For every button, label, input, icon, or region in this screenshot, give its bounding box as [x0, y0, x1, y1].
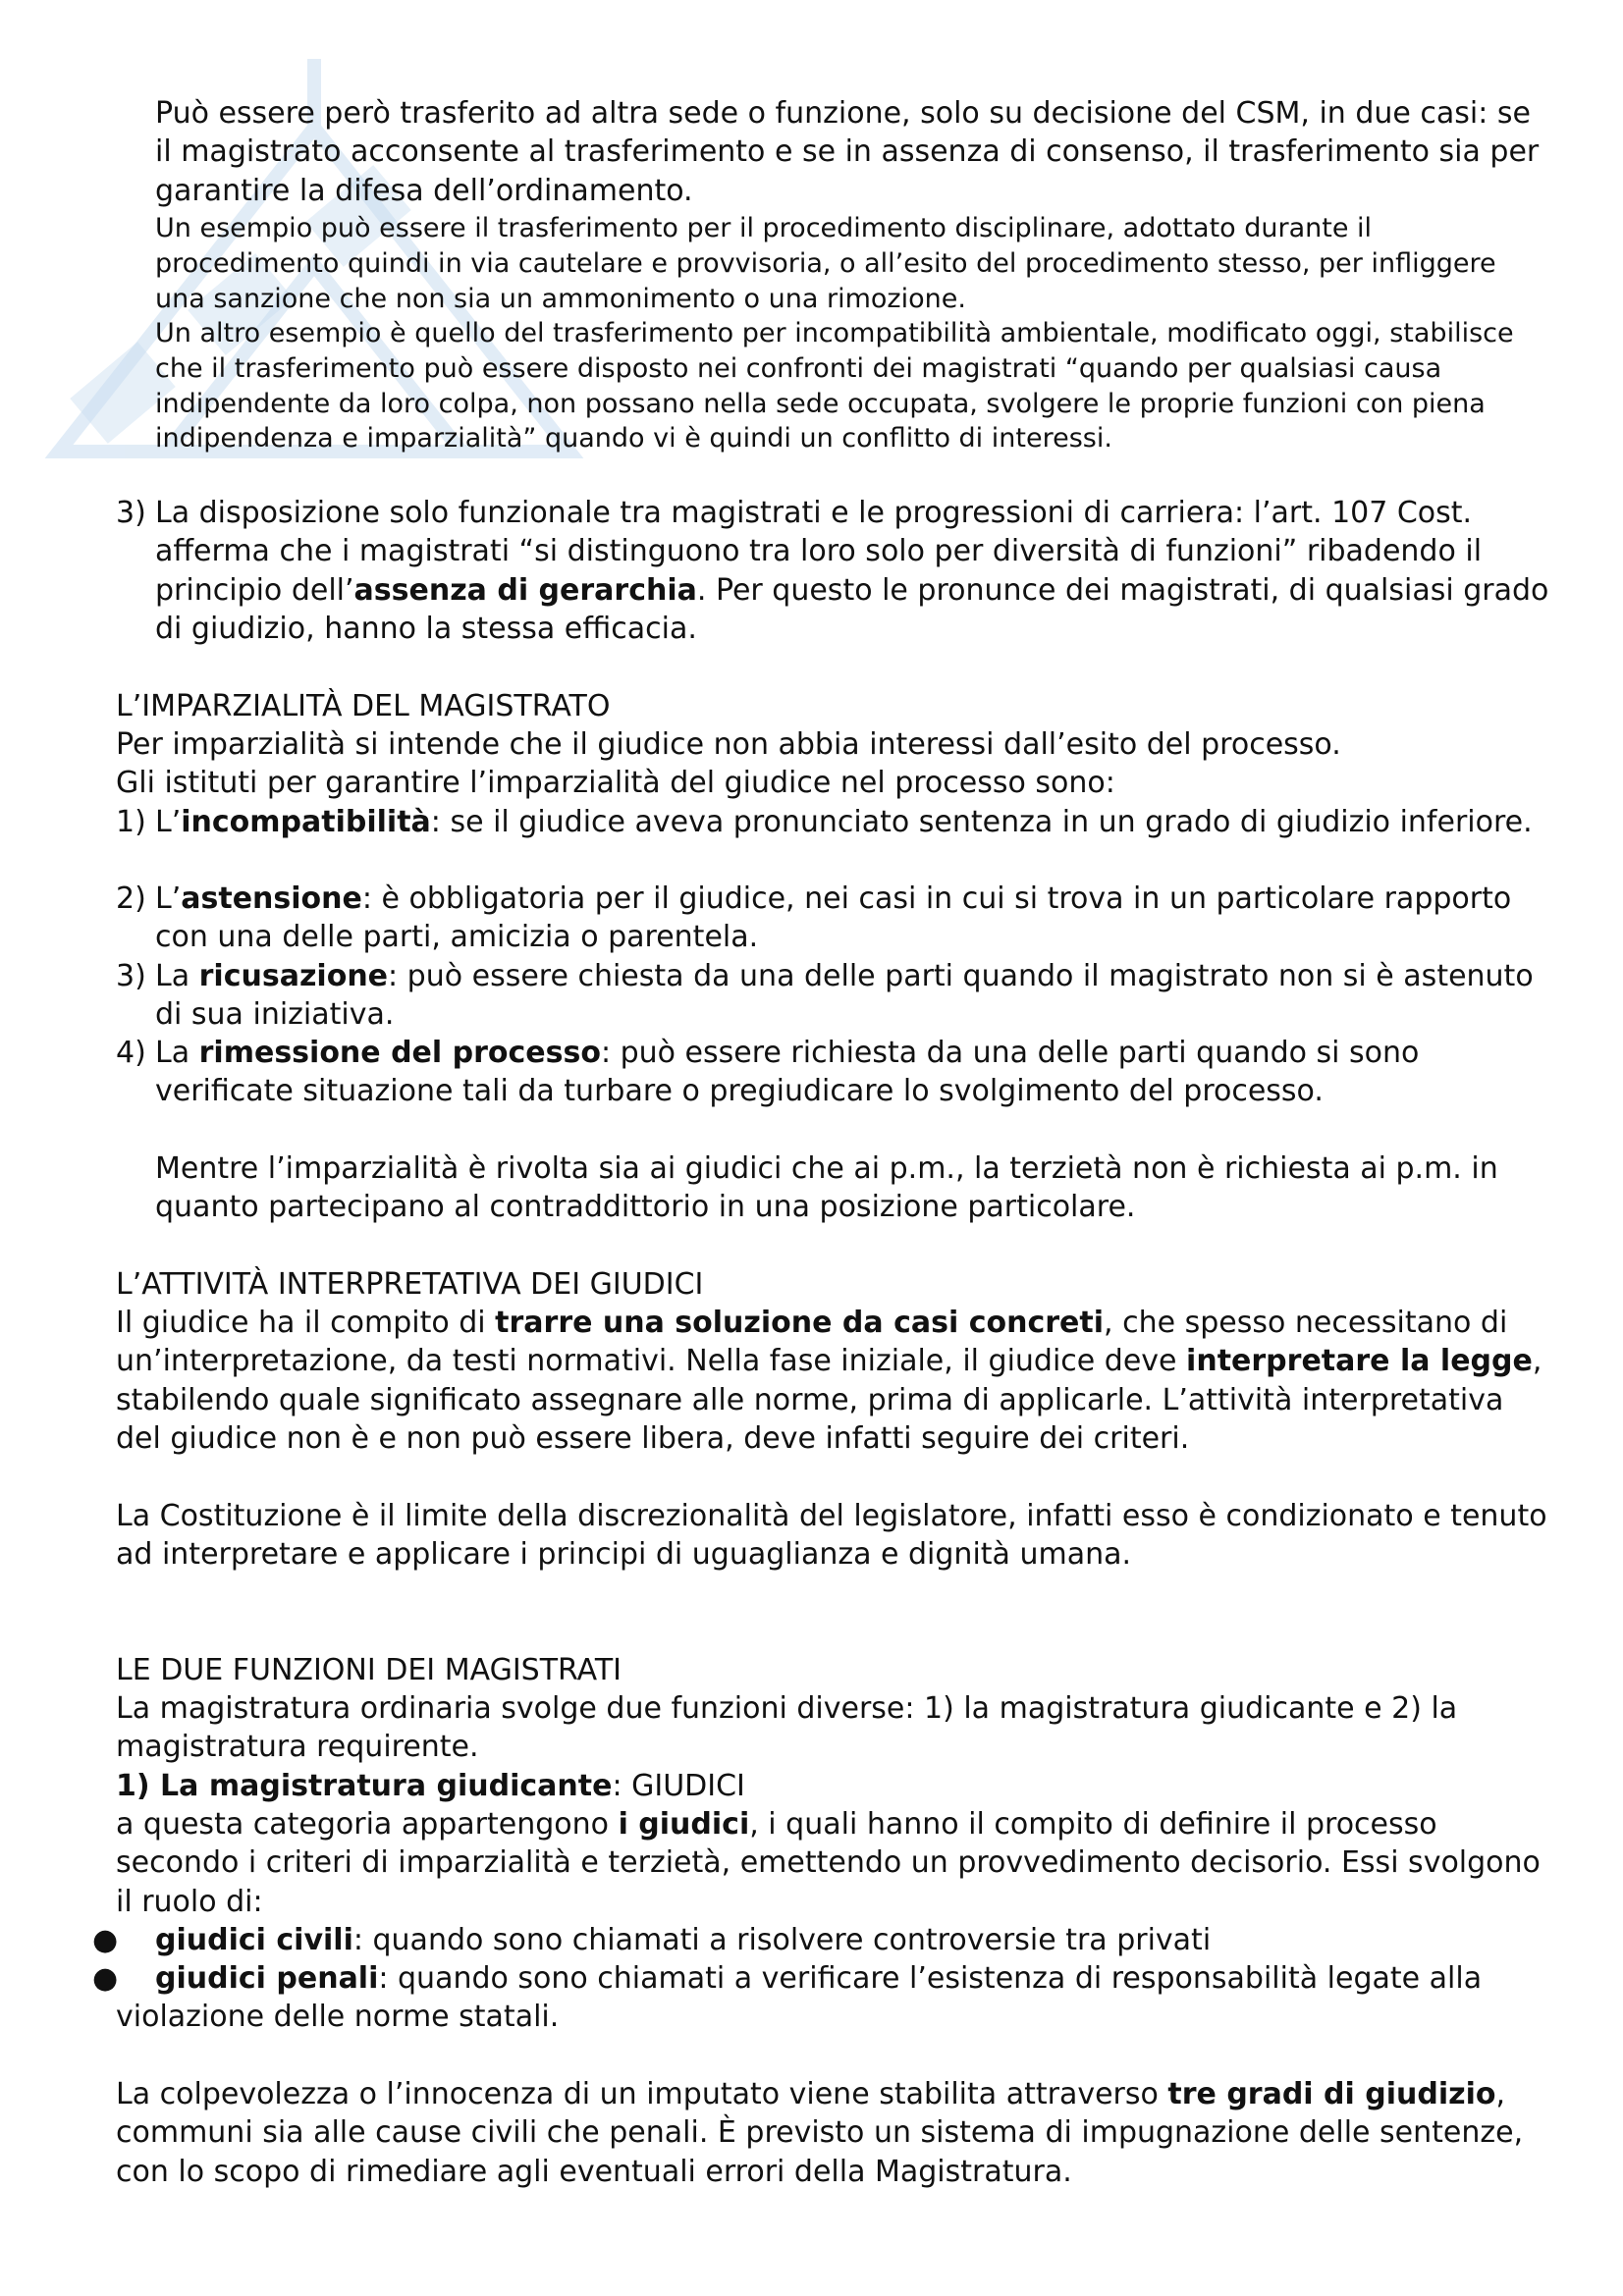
- paragraph-example-incompatibility: Un altro esempio è quello del trasferimento per incompatibilità ambientale, modificato oggi, stabilisce che il trasferimento può essere disposto nei confronti dei magistrati “quando per qualsiasi causa indipendente da loro colpa, non possano nella sede occupata, svolgere le proprie funzioni con piena indipendenza e imparzialità” quando vi è quindi un conflitto di interessi.: [155, 318, 1514, 454]
- imparzialita-intro-1: Per imparzialità si intende che il giudice non abbia interessi dall’esito del processo.: [116, 727, 1341, 762]
- subheading-giudicante: 1) La magistratura giudicante: GIUDICI: [116, 1769, 745, 1803]
- heading-interpretativa: L’ATTIVITÀ INTERPRETATIVA DEI GIUDICI: [116, 1267, 704, 1302]
- bullet-icon: ●: [92, 1923, 119, 1957]
- interpretativa-paragraph-1: Il giudice ha il compito di trarre una soluzione da casi concreti, che spesso necessitano di un’interpretazione, da testi normativi. Nella fase iniziale, il giudice deve interpretare la legge, stabilendo quale significato assegnare alle norme, prima di applicarle. L’attività interpretativa del giudice non è e non può essere libera, deve infatti seguire dei criteri.: [116, 1306, 1542, 1456]
- bullet-icon: ●: [92, 1961, 119, 1996]
- funzioni-intro: La magistratura ordinaria svolge due funzioni diverse: 1) la magistratura giudicante e 2) la magistratura requirente.: [116, 1691, 1458, 1765]
- paragraph-example-disciplinary: Un esempio può essere il trasferimento per il procedimento disciplinare, adottato durante il procedimento quindi in via cautelare e provvisoria, o all’esito del procedimento stesso, per infliggere una sanzione che non sia un ammonimento o una rimozione.: [155, 213, 1496, 314]
- heading-funzioni: LE DUE FUNZIONI DEI MAGISTRATI: [116, 1653, 622, 1687]
- heading-imparzialita: L’IMPARZIALITÀ DEL MAGISTRATO: [116, 689, 611, 723]
- list-number: 3): [116, 496, 146, 530]
- imparzialita-intro-2: Gli istituti per garantire l’imparzialità del giudice nel processo sono:: [116, 766, 1115, 800]
- gradi-giudizio-paragraph: La colpevolezza o l’innocenza di un imputato viene stabilita attraverso tre gradi di giudizio, communi sia alle cause civili che penali. È previsto un sistema di impugnazione delle sentenze, con lo scopo di rimediare agli eventuali errori della Magistratura.: [116, 2077, 1524, 2189]
- list-item-ricusazione: 3) La ricusazione: può essere chiesta da una delle parti quando il magistrato non si è astenuto di sua iniziativa.: [116, 959, 1534, 1033]
- paragraph-transfer: Può essere però trasferito ad altra sede o funzione, solo su decisione del CSM, in due casi: se il magistrato acconsente al trasferimento e se in assenza di consenso, il trasferimento sia per garantire la difesa dell’ordinamento.: [155, 96, 1540, 208]
- bullet-giudici-penali: ● giudici penali: quando sono chiamati a verificare l’esistenza di responsabilità legate alla violazione delle norme statali.: [92, 1961, 1483, 2035]
- list-item-rimessione: 4) La rimessione del processo: può essere richiesta da una delle parti quando si sono verificate situazione tali da turbare o pregiudicare lo svolgimento del processo.: [116, 1036, 1420, 1109]
- bullet-giudici-civili: ● giudici civili: quando sono chiamati a risolvere controversie tra privati: [116, 1921, 1549, 1959]
- list-item-incompatibilita: 1) L’incompatibilità: se il giudice aveva pronunciato sentenza in un grado di giudizio inferiore.: [116, 805, 1533, 839]
- imparzialita-note: Mentre l’imparzialità è rivolta sia ai giudici che ai p.m., la terzietà non è richiesta ai p.m. in quanto partecipano al contraddittorio in una posizione particolare.: [155, 1151, 1498, 1225]
- interpretativa-paragraph-2: La Costituzione è il limite della discrezionalità del legislatore, infatti esso è condizionato e tenuto ad interpretare e applicare i principi di uguaglianza e dignità umana.: [116, 1499, 1547, 1573]
- giudicante-description: a questa categoria appartengono i giudici, i quali hanno il compito di definire il processo secondo i criteri di imparzialità e terzietà, emettendo un provvedimento decisorio. Essi svolgono il ruolo di:: [116, 1807, 1541, 1919]
- list-item-astensione: 2) L’astensione: è obbligatoria per il giudice, nei casi in cui si trova in un particolare rapporto con una delle parti, amicizia o parentela.: [116, 881, 1512, 955]
- list-item-3-career: 3) La disposizione solo funzionale tra magistrati e le progressioni di carriera: l’art. 107 Cost. afferma che i magistrati “si distinguono tra loro solo per diversità di funzioni” ribadendo il principio dell’assenza di gerarchia. Per questo le pronunce dei magistrati, di qualsiasi grado di giudizio, hanno la stessa efficacia.: [116, 496, 1549, 646]
